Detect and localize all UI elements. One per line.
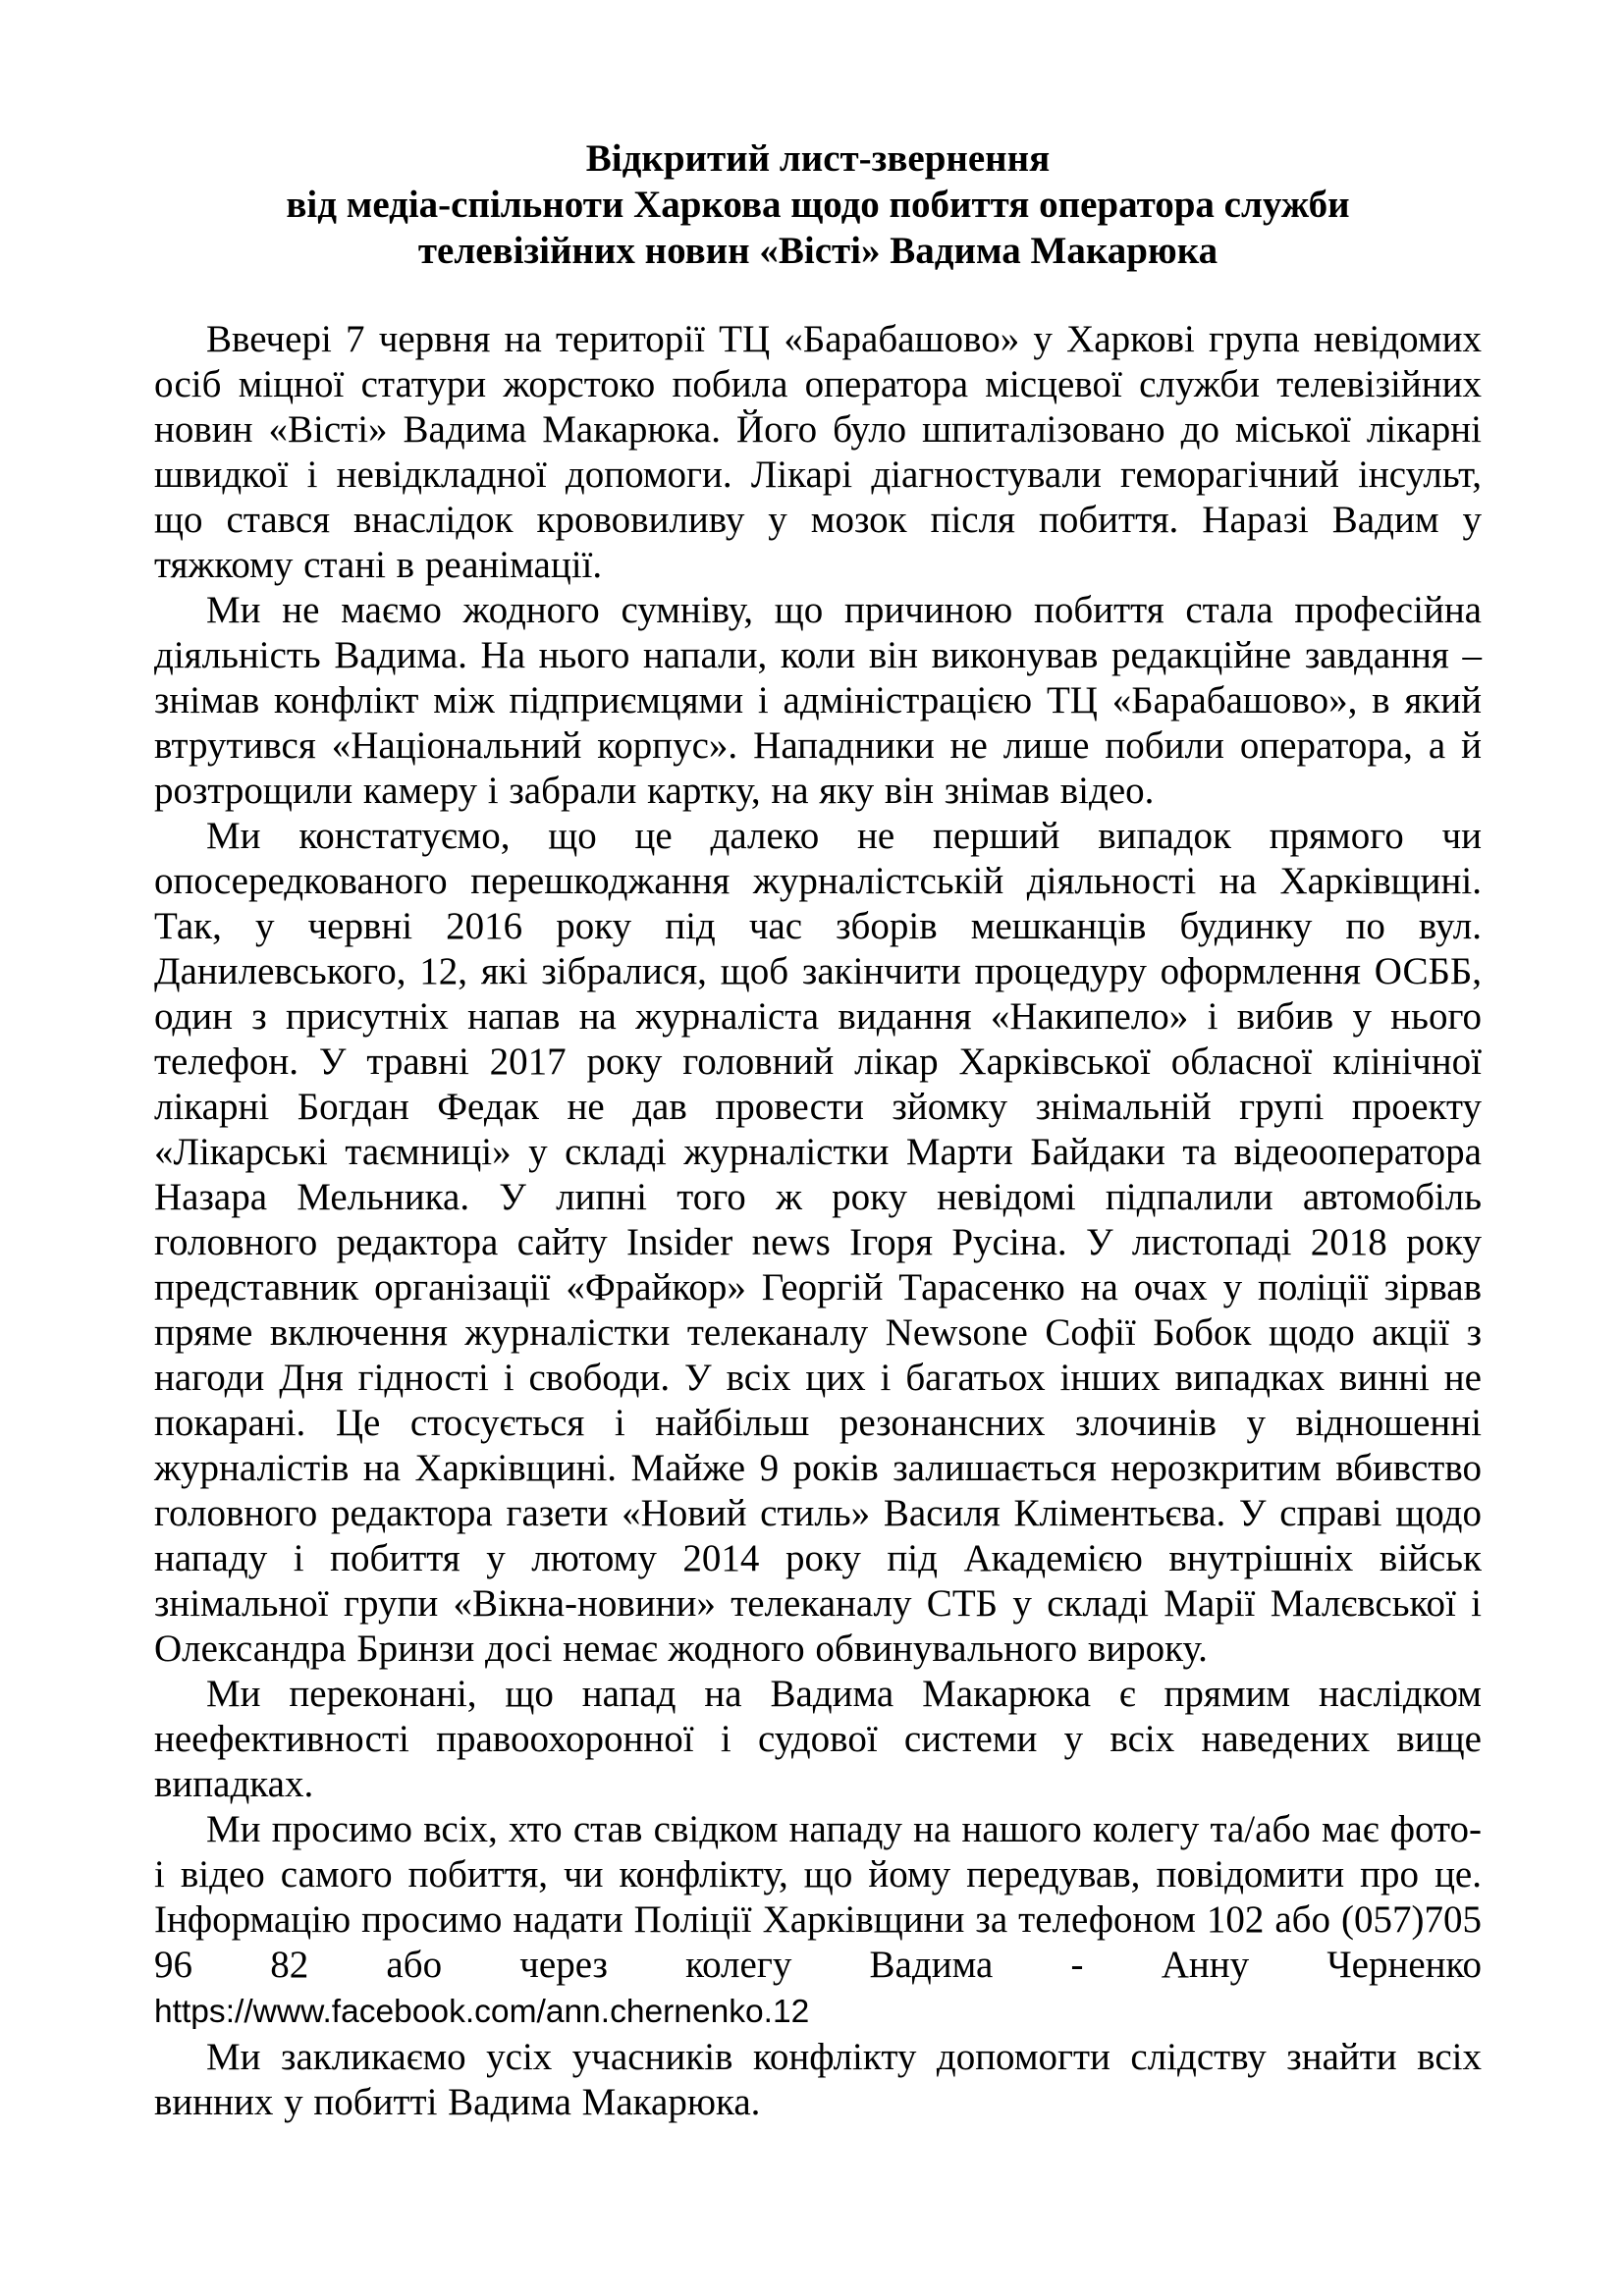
appeal-text: Ми просимо всіх, хто став свідком нападу на нашого колегу та/або має фото- і відео самого побиття, чи конфлікту, що йому передував, повідомити про це. Інформацію просимо надати Поліції Харківщини за телефоном 102 або (057)705 96 82 або через колегу Вадима - Анну Черненко: [154, 1808, 1482, 1986]
title-line-3: телевізійних новин «Вісті» Вадима Макарюка: [417, 230, 1218, 272]
paragraph-incident: Ввечері 7 червня на території ТЦ «Барабашово» у Харкові група невідомих осіб міцної статури жорстоко побила оператора місцевої служби телевізійних новин «Вісті» Вадима Макарюка. Його було шпиталізовано до міської лікарні швидкої і невідкладної допомоги. Лікарі діагностували геморагічний інсульт, що стався внаслідок крововиливу у мозок після побиття. Наразі Вадим у тяжкому стані в реанімації.: [154, 318, 1482, 586]
title-line-1: Відкритий лист-звернення: [585, 137, 1051, 180]
paragraph-conclusion: Ми переконані, що напад на Вадима Макарюка є прямим наслідком неефективності правоохоронної і судової системи у всіх наведених вище випадках.: [154, 1673, 1482, 1805]
facebook-link: https://www.facebook.com/ann.chernenko.12: [154, 1994, 810, 2030]
letter-body: [154, 317, 1482, 2125]
paragraph-call-to-action: Ми закликаємо усіх учасників конфлікту допомогти слідству знайти всіх винних у побитті Вадима Макарюка.: [154, 2036, 1482, 2123]
paragraph-cause: Ми не маємо жодного сумніву, що причиною побиття стала професійна діяльність Вадима. На нього напали, коли він виконував редакційне завдання – знімав конфлікт між підприємцями і адміністрацією ТЦ «Барабашово», в який втрутився «Національний корпус». Нападники не лише побили оператора, а й розтрощили камеру і забрали картку, на яку він знімав відео.: [154, 589, 1482, 812]
letter-title: [154, 135, 1482, 274]
paragraph-history: Ми констатуємо, що це далеко не перший випадок прямого чи опосередкованого перешкоджання журналістській діяльності на Харківщині. Так, у червні 2016 року під час зборів мешканців будинку по вул. Данилевського, 12, які зібралися, щоб закінчити процедуру оформлення ОСББ, один з присутніх напав на журналіста видання «Накипело» і вибив у нього телефон. У травні 2017 року головний лікар Харківської обласної клінічної лікарні Богдан Федак не дав провести зйомку знімальній групі проекту «Лікарські таємниці» у складі журналістки Марти Байдаки та відеооператора Назара Мельника. У липні того ж року невідомі підпалили автомобіль головного редактора сайту Insider news Ігоря Русіна. У листопаді 2018 року представник організації «Фрайкор» Георгій Тарасенко на очах у поліції зірвав пряме включення журналістки телеканалу Newsone Софії Бобок щодо акції з нагоди Дня гідності і свободи. У всіх цих і багатьох інших випадках винні не покарані. Це стосується і найбільш резонансних злочинів у відношенні журналістів на Харківщині. Майже 9 років залишається нерозкритим вбивство головного редактора газети «Новий стиль» Василя Кліментьєва. У справі щодо нападу і побиття у лютому 2014 року під Академією внутрішніх військ знімальної групи «Вікна-новини» телеканалу СТБ у складі Марії Малєвської і Олександра Бринзи досі немає жодного обвинувального вироку.: [154, 815, 1482, 1670]
title-line-2: від медіа-спільноти Харкова щодо побиття оператора служби: [286, 184, 1350, 226]
paragraph-appeal-witnesses: [154, 1807, 1482, 2035]
